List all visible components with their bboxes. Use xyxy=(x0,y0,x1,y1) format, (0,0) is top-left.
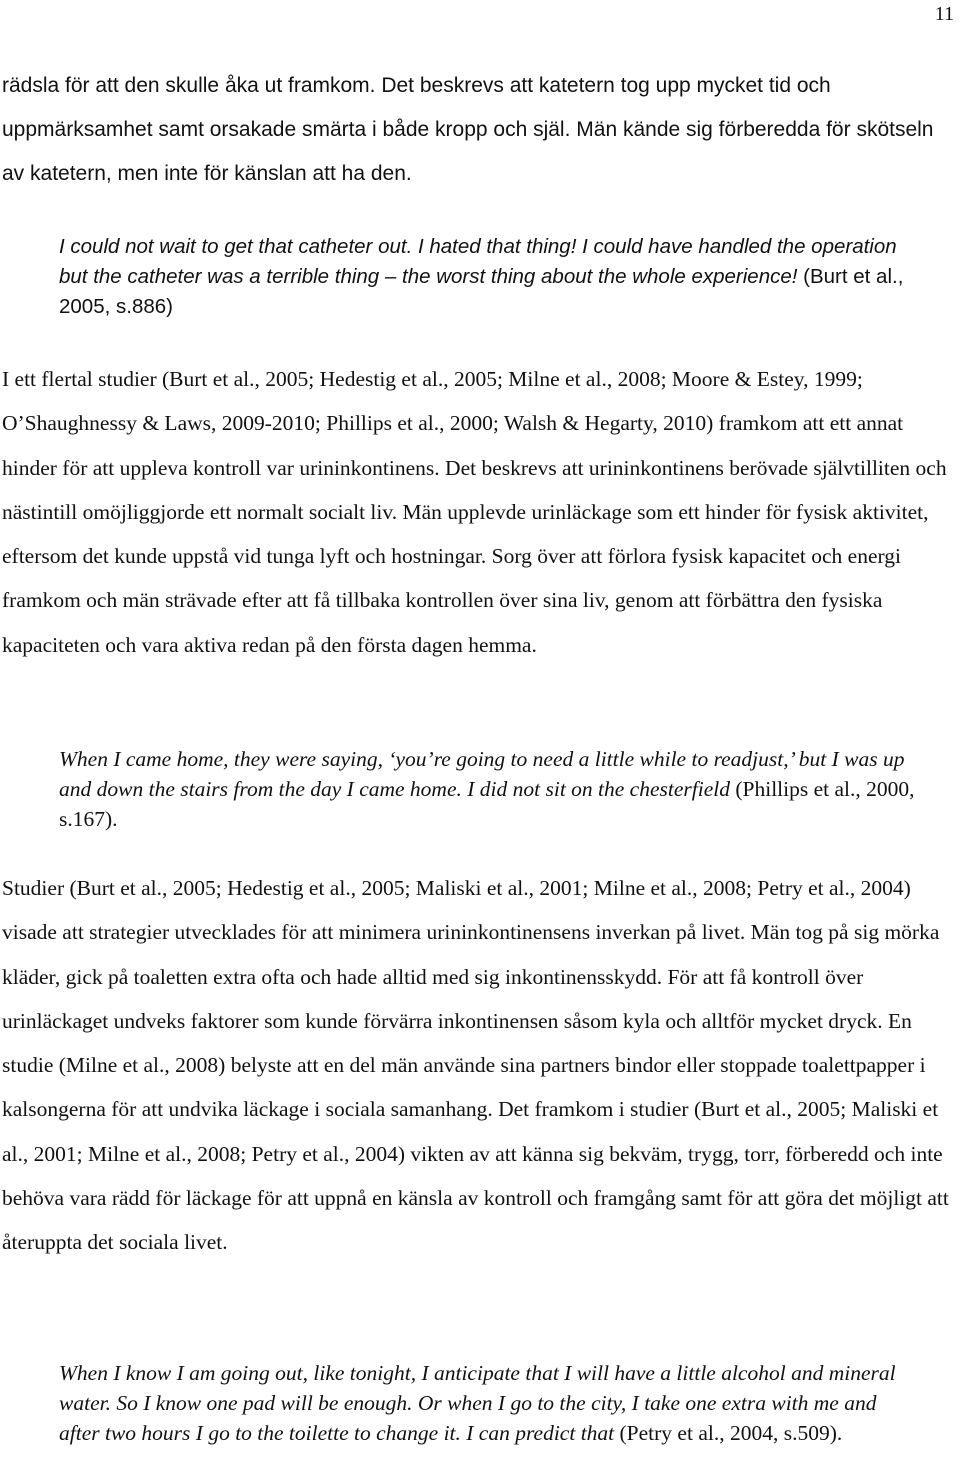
quote-text: I could not wait to get that catheter out. I hated that thing! I could have handled the operation but the catheter was a terrible thing – the worst thing about the whole experience! xyxy=(59,235,897,288)
paragraph-strategies: Studier (Burt et al., 2005; Hedestig et al., 2005; Maliski et al., 2001; Milne et al., 2008; Petry et al., 2004) visade att strategier utvecklades för att minimera urininkontinensens inverkan på livet. Män tog på sig mörka kläder, gick på toaletten extra ofta och hade alltid med sig inkontinensskydd. För att få kontroll över urinläckaget undveks faktorer som kunde förvärra inkontinensen såsom kyla och alltför mycket dryck. En studie (Milne et al., 2008) belyste att en del män använde sina partners bindor eller stoppade toalettpapper i kalsongerna för att undvika läckage i sociala samanhang. Det framkom i studier (Burt et al., 2005; Maliski et al., 2001; Milne et al., 2008; Petry et al., 2004) vikten av att känna sig bekväm, trygg, torr, förberedd och inte behöva vara rädd för läckage för att uppnå en känsla av kontroll och framgång samt för att göra det möjligt att återuppta det sociala livet. xyxy=(2,876,949,1255)
quote-citation: (Phillips et al., 2000, s.167). xyxy=(59,777,915,831)
paragraph-catheter-fear: rädsla för att den skulle åka ut framkom. Det beskrevs att katetern tog upp mycket tid och uppmärksamhet samt orsakade smärta i både kropp och själ. Män kände sig förberedda för skötseln av katetern, men inte för känslan att ha den. xyxy=(2,74,934,185)
quote-phillips-home xyxy=(59,744,919,834)
quote-burt-catheter xyxy=(59,232,919,322)
quote-citation: (Petry et al., 2004, s.509). xyxy=(614,1421,843,1445)
quote-citation: (Burt et al., 2005, s.886) xyxy=(59,265,904,318)
quote-text: When I know I am going out, like tonight, I anticipate that I will have a little alcohol and mineral water. So I know one pad will be enough. Or when I go to the city, I take one extra with me and after two hours I go to the toilette to change it. I can predict that xyxy=(59,1361,896,1445)
page-number: 11 xyxy=(934,3,954,25)
paragraph-urinary-incontinence: I ett flertal studier (Burt et al., 2005; Hedestig et al., 2005; Milne et al., 2008; Moore & Estey, 1999; O’Shaughnessy & Laws, 2009-2010; Phillips et al., 2000; Walsh & Hegarty, 2010) framkom att ett annat hinder för att uppleva kontroll var urininkontinens. Det beskrevs att urininkontinens berövade självtilliten och nästintill omöjliggjorde ett normalt socialt liv. Män upplevde urinläckage som ett hinder för fysisk aktivitet, eftersom det kunde uppstå vid tunga lyft och hostningar. Sorg över att förlora fysisk kapacitet och energi framkom och män strävade efter att få tillbaka kontrollen över sina liv, genom att förbättra den fysiska kapaciteten och vara aktiva redan på den första dagen hemma. xyxy=(2,367,947,657)
quote-text: When I came home, they were saying, ‘you’re going to need a little while to readjust,’ but I was up and down the stairs from the day I came home. I did not sit on the chesterfield xyxy=(59,747,905,801)
quote-petry-pad xyxy=(59,1358,919,1448)
